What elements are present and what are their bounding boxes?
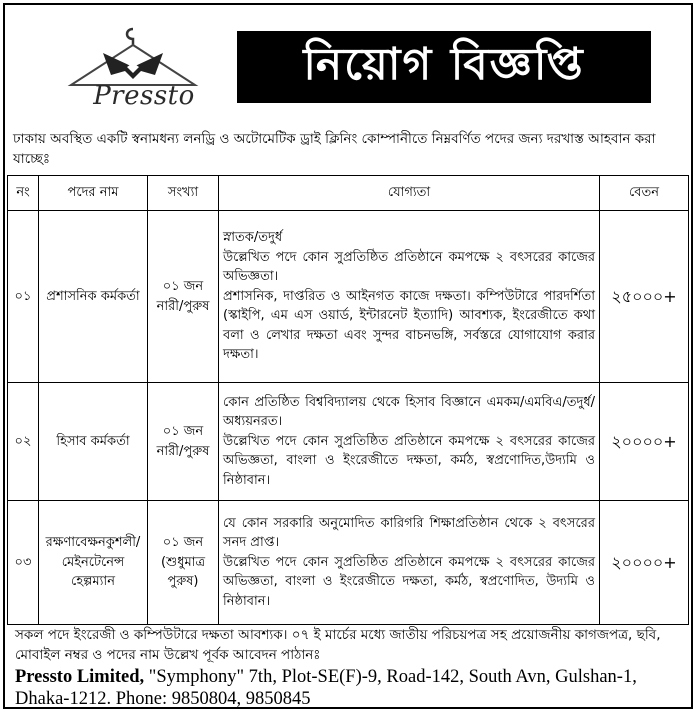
pressto-logo [51, 23, 221, 119]
row-qualification [219, 211, 600, 383]
row-no: ০৩ [8, 501, 39, 625]
row-post: হিসাব কর্মকর্তা [39, 383, 148, 501]
header-salary: বেতন [600, 176, 689, 211]
jobs-table [7, 175, 689, 625]
row-salary: ২০০০০+ [600, 383, 689, 501]
row-no: ০১ [8, 211, 39, 383]
qualification-line: উল্লেখিত পদে কোন সুপ্রতিষ্ঠিত প্রতিষ্ঠানে কমপক্ষে ২ বৎসরের কাজের অভিজ্ঞতা, বাংলা ও ইংরেজীতে দক্ষতা, কর্মঠ, স্বপ্রণোদিত, উদ্যমি ও নিষ্ঠাবান। [223, 554, 595, 609]
row-no: ০২ [8, 383, 39, 501]
table-row [8, 211, 689, 383]
row-count: ০১ জন নারী/পুরুষ [148, 211, 219, 383]
table-row [8, 501, 689, 625]
job-advertisement [3, 3, 693, 709]
qualification-line: স্নাতক/তদুর্ধ [223, 230, 283, 246]
row-count: ০১ জন (শুধুমাত্র পুরুষ) [148, 501, 219, 625]
footer-note: সকল পদে ইংরেজী ও কম্পিউটারে দক্ষতা আবশ্যক। ০৭ ই মার্চের মধ্যে জাতীয় পরিচয়পত্র সহ প্রয়োজনীয় কাগজপত্র, ছবি, মোবাইল নম্বর ও পদের নাম উল্লেখ পূর্বক আবেদন পাঠানঃ [15, 627, 661, 663]
row-qualification [219, 501, 600, 625]
row-post: প্রশাসনিক কর্মকর্তা [39, 211, 148, 383]
contact-address [15, 666, 683, 710]
row-salary: ২৫০০০+ [600, 211, 689, 383]
row-post: রক্ষণাবেক্ষনকুশলী/ মেইনটেনেন্স হেল্পম্যান [39, 501, 148, 625]
header-count: সংখ্যা [148, 176, 219, 211]
table-row [8, 383, 689, 501]
intro-text: ঢাকায় অবস্থিত একটি স্বনামধন্য লনড্রি ও অটোমেটিক ড্রাই ক্লিনিং কোম্পানীতে নিম্নবর্ণিত পদের জন্য দরখাস্ত আহবান করা যাচ্ছেঃ [13, 131, 656, 167]
logo-text: Pressto [93, 81, 195, 111]
footer [15, 625, 683, 710]
header-qualification: যোগ্যতা [219, 176, 600, 211]
row-salary: ২০০০০+ [600, 501, 689, 625]
header-post: পদের নাম [39, 176, 148, 211]
qualification-line: কোন প্রতিষ্ঠিত বিশ্ববিদ্যালয় থেকে হিসাব বিজ্ঞানে এমকম/এমবিএ/তদুর্ধ/ অধ্যয়নরত। [223, 394, 595, 430]
qualification-line: প্রশাসনিক, দাপ্তরিত ও আইনগত কাজে দক্ষতা। কম্পিউটারে পারদর্শিতা (স্কাইপি, এম এস ওয়ার্ড, ইন্টারনেট ইত্যাদি) আবশ্যক, ইংরেজীতে কথা বলা ও লেখার দক্ষতা এবং সুন্দর বাচনভঙ্গি, সর্বস্তরে যোগাযোগ করার দক্ষতা। [223, 288, 595, 363]
qualification-line: উল্লেখিত পদে কোন সুপ্রতিষ্ঠিত প্রতিষ্ঠানে কমপক্ষে ২ বৎসরের কাজের অভিজ্ঞতা, বাংলা ও ইংরেজীতে দক্ষতা, কর্মঠ, স্বপ্রণোদিত,উদ্যমি ও নিষ্ঠাবান। [223, 433, 595, 488]
table-header-row [8, 176, 689, 211]
header-no: নং [8, 176, 39, 211]
page-title: নিয়োগ বিজ্ঞপ্তি [237, 31, 651, 103]
company-name: Pressto Limited, [15, 667, 145, 687]
row-count: ০১ জন নারী/পুরুষ [148, 383, 219, 501]
address-text: "Symphony" 7th, Plot-SE(F)-9, Road-142, South Avn, Gulshan-1, Dhaka-1212. Phone: 9850804, 9850845 [15, 667, 637, 709]
qualification-line: উল্লেখিত পদে কোন সুপ্রতিষ্ঠিত প্রতিষ্ঠানে কমপক্ষে ২ বৎসরের কাজের অভিজ্ঞতা। [223, 249, 595, 285]
qualification-line: যে কোন সরকারি অনুমোদিত কারিগরি শিক্ষাপ্রতিষ্ঠান থেকে ২ বৎসরের সনদ প্রাপ্ত। [223, 515, 595, 551]
header [5, 5, 691, 125]
row-qualification [219, 383, 600, 501]
